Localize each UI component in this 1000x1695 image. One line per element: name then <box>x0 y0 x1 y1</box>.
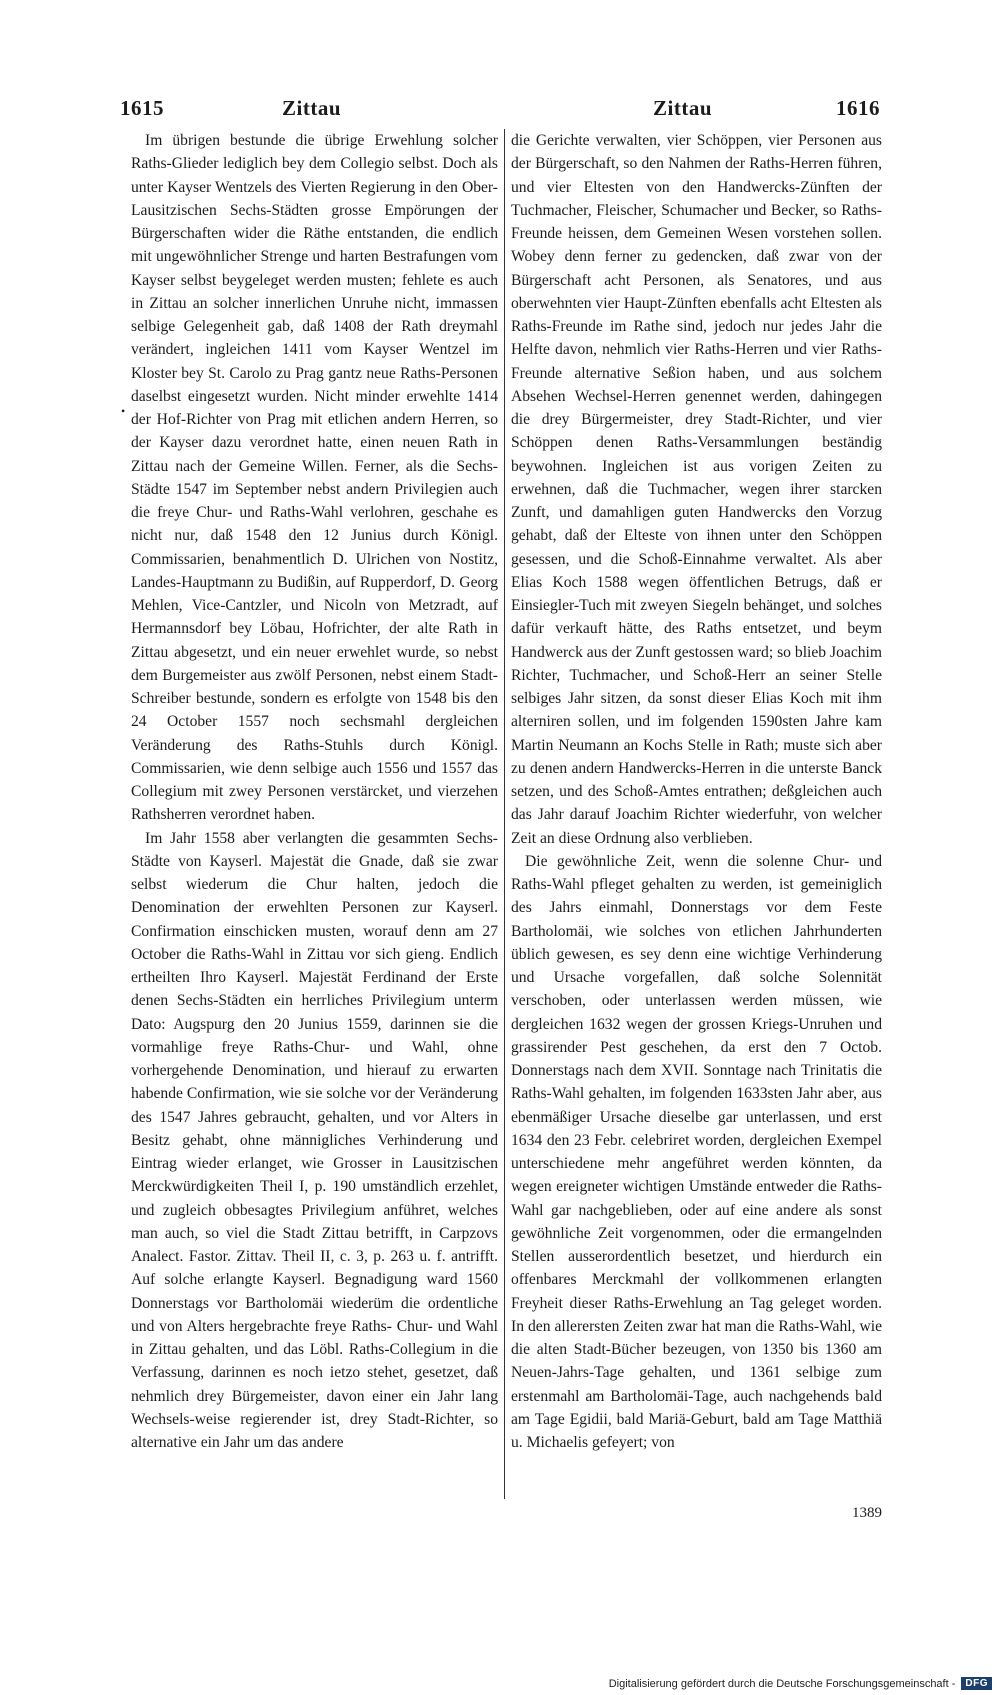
footer-credit-text: Digitalisierung gefördert durch die Deutsche Forschungsgemeinschaft - <box>608 1677 956 1690</box>
column-divider <box>504 129 505 1499</box>
margin-mark: • <box>121 404 126 418</box>
digitization-footer <box>609 1677 992 1690</box>
catchword: 1389 <box>852 1505 882 1521</box>
right-paragraph-2: Die gewöhnliche Zeit, wenn die solenne Chur- und Raths-Wahl pfleget gehalten zu werden, ist gemeiniglich des Jahrs einmahl, Donnerstags vor dem Feste Bartholomäi, wie solches von etlichen Jahrhunderten üblich gewesen, es sey denn eine wichtige Verhinderung und Ursache vorgefallen, daß solche Solennität verschoben, oder unterlassen werden müssen, wie dergleichen 1632 wegen der grossen Kriegs-Unruhen und grassirender Pest geschehen, da erst den 7 Octob. Donnerstags nach dem XVII. Sonntage nach Trinitatis die Raths-Wahl gehalten, im folgenden 1633sten Jahr aber, aus ebenmäßiger Ursache dieselbe gar unterlassen, und erst 1634 den 23 Febr. celebriret worden, dergleichen Exempel unterschiedene mehr angeführet werden könnten, da wegen ereigneter wichtigen Umstände entweder die Raths-Wahl gar nachgeblieben, oder auf eine andere als sonst gewöhnliche Zeit vorgenommen, oder die ermangelnden Stellen ausserordentlich besetzet, und hierdurch ein offenbares Merckmahl der vollkommenen erlangten Freyheit dieser Raths-Erwehlung an Tag geleget worden. In den allerersten Zeiten zwar hat man die Raths-Wahl, wie die alten Stadt-Bücher bezeugen, von 1350 bis 1360 am Neuen-Jahrs-Tage gehalten, und 1361 selbige zum erstenmahl am Bartholomäi-Tage, auch nachgehends bald am Tage Egidii, bald Mariä-Geburt, bald am Tage Matthiä u. Michaelis gefeyert; von <box>511 852 882 1451</box>
page-header <box>120 92 880 126</box>
running-title-left: Zittau <box>282 96 342 120</box>
page-number-right: 1616 <box>836 96 880 120</box>
dfg-logo: DFG <box>961 1677 992 1690</box>
running-title-right: Zittau <box>653 96 713 120</box>
left-paragraph-1: Im übrigen bestunde die übrige Erwehlung solcher Raths-Glieder lediglich bey dem Collegio selbst. Doch als unter Kayser Wentzels des Vierten Regierung in den Ober-Lausitzischen Sechs-Städten grosse Empörungen der Bürgerschaften wider die Räthe entstanden, die endlich mit ungewöhnlicher Strenge und harten Bestrafungen vom Kayser selbst beygeleget werden musten; fehlete es auch in Zittau an solcher innerlichen Unruhe nicht, immassen selbige Gelegenheit gab, daß 1408 der Rath dreymahl verändert, ingleichen 1411 vom Kayser Wentzel im Kloster bey St. Carolo zu Prag gantz neue Raths-Personen daselbst eingesetzt wurden. Nicht minder erwehlte 1414 der Hof-Richter von Prag mit etlichen andern Herren, so der Kayser dazu verordnet hatte, einen neuen Rath in Zittau nach der Gemeine Willen. Ferner, als die Sechs-Städte 1547 im September nebst andern Privilegien auch die freye Chur- und Raths-Wahl verlohren, geschahe es nicht nur, daß 1548 den 12 Junius durch Königl. Commissarien, benahmentlich D. Ulrichen von Nostitz, Landes-Hauptmann zu Budißin, auf Rupperdorf, D. Georg Mehlen, Vice-Cantzler, und Nicoln von Metzradt, auf Hermannsdorf bey Löbau, Hofrichter, der alte Rath in Zittau abgesetzt, und ein neuer erwehlet wurde, so nebst dem Burgemeister aus zwölf Personen, nebst einem Stadt-Schreiber bestunde, sondern es erfolgte von 1548 bis den 24 October 1557 noch sechsmahl dergleichen Veränderung des Raths-Stuhls durch Königl. Commissarien, wie denn selbige auch 1556 und 1557 das Collegium mit zwey Personen verstärcket, und vierzehen Rathsherren verordnet haben. <box>131 132 498 824</box>
left-paragraph-2: Im Jahr 1558 aber verlangten die gesammten Sechs-Städte von Kayserl. Majestät die Gnade, daß sie zwar selbst wiederum die Chur halten, jedoch die Denomination der erwehlten Personen zur Kayserl. Confirmation einschicken musten, worauf denn am 27 October die Raths-Wahl in Zittau vor sich gieng. Endlich ertheilten Ihro Kayserl. Majestät Ferdinand der Erste denen Sechs-Städten ein herrliches Privilegium unterm Dato: Augspurg den 20 Junius 1559, darinnen sie die vormahlige freye Raths-Chur- und Wahl, ohne vorhergehende Denomination, und hierauf zu erwarten habende Confirmation, wie sie solche vor der Veränderung des 1547 Jahres gebraucht, gehalten, und vor Alters in Besitz gehabt, ohne männigliches Verhinderung und Eintrag wieder erlanget, wie Grosser in Lausitzischen Merckwürdigkeiten Theil I, p. 190 umständlich erzehlet, und zugleich obbesagtes Privilegium anführet, welches man auch, so viel die Stadt Zittau betrifft, in Carpzovs Analect. Fastor. Zittav. Theil II, c. 3, p. 263 u. f. antrifft. Auf solche erlangte Kayserl. Begnadigung ward 1560 Donnerstags vor Bartholomäi wiederüm die ordentliche und von Alters hergebrachte freye Raths- Chur- und Wahl in Zittau gehalten, und das Löbl. Raths-Collegium in die Verfassung, darinnen es noch ietzo stehet, gesetzet, daß nehmlich drey Bürgemeister, davon einer ein Jahr lang Wechsels-weise regierender ist, drey Stadt-Richter, so alternative ein Jahr um das andere <box>131 829 498 1451</box>
page-number-left: 1615 <box>120 96 164 120</box>
left-column <box>131 129 498 1499</box>
right-paragraph-1: die Gerichte verwalten, vier Schöppen, vier Personen aus der Bürgerschaft, so den Nahmen der Raths-Herren führen, und vier Eltesten von den Handwercks-Zünften der Tuchmacher, Fleischer, Schumacher und Becker, so Raths-Freunde heissen, dem Gemeinen Wesen vorstehen sollen. Wobey denn ferner zu gedencken, daß zwar von der Bürgerschaft acht Personen, als Senatores, und aus oberwehnten vier Haupt-Zünften ebenfalls acht Eltesten als Raths-Freunde im Rathe sind, jedoch nur jedes Jahr die Helfte davon, nehmlich vier Raths-Herren und vier Raths-Freunde alternative Seßion haben, und aus solchem Absehen Wechsel-Herren genennet werden, dahingegen die drey Bürgermeister, drey Stadt-Richter, und vier Schöppen denen Raths-Versammlungen beständig beywohnen. Ingleichen ist aus vorigen Zeiten zu erwehnen, daß die Tuchmacher, wegen ihrer starcken Zunft, und damahligen guten Handwercks den Vorzug gehabt, daß der Elteste von ihnen unter den Schöppen gesessen, und die Schoß-Einnahme verwaltet. Als aber Elias Koch 1588 wegen öffentlichen Betrugs, daß er Einsiegler-Tuch mit zweyen Siegeln behänget, und solches dafür verkauft hätte, des Raths entsetzet, und beym Handwerck aus der Zunft gestossen ward; so blieb Joachim Richter, Tuchmacher, und Schoß-Herr an seiner Stelle selbiges Jahr sitzen, da sonst dieser Elias Koch mit ihm alterniren sollen, und im folgenden 1590sten Jahre kam Martin Neumann an Kochs Stelle in Rath; muste sich aber zu denen andern Handwercks-Herren in die unterste Banck setzen, und des Schoß-Amtes entrathen; deßgleichen auch das Jahr darauf Joachim Richter wiederfuhr, von welcher Zeit an diese Ordnung also verblieben. <box>511 132 882 847</box>
right-column <box>511 129 882 1499</box>
